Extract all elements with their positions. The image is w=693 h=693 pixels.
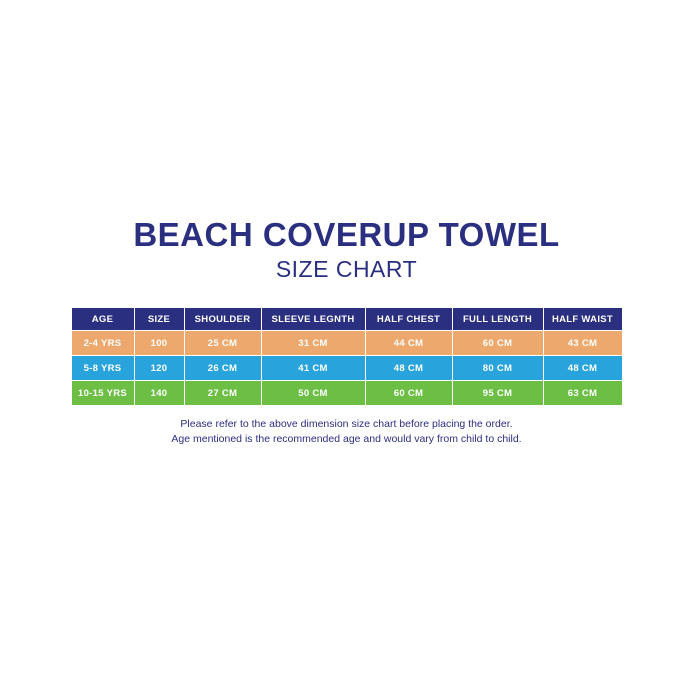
column-header-full-length: FULL LENGTH xyxy=(452,308,543,331)
footnote xyxy=(171,417,521,447)
table-header-row xyxy=(71,308,622,331)
table-header xyxy=(71,308,622,331)
page-subtitle: SIZE CHART xyxy=(275,256,418,282)
column-header-shoulder: SHOULDER xyxy=(184,308,261,331)
footnote-line-1: Please refer to the above dimension size chart before placing the order. xyxy=(180,418,513,430)
size-chart-table xyxy=(71,307,623,406)
column-header-age: AGE xyxy=(71,308,134,331)
cell-full-length: 80 CM xyxy=(452,356,543,381)
cell-size: 140 xyxy=(134,381,184,406)
column-header-half-waist: HALF WAIST xyxy=(543,308,622,331)
cell-half-waist: 43 CM xyxy=(543,331,622,356)
page-title: BEACH COVERUP TOWEL xyxy=(133,216,560,253)
table-row xyxy=(71,381,622,406)
cell-sleeve-length: 50 CM xyxy=(261,381,365,406)
cell-shoulder: 25 CM xyxy=(184,331,261,356)
cell-size: 100 xyxy=(134,331,184,356)
cell-half-waist: 63 CM xyxy=(543,381,622,406)
cell-half-chest: 48 CM xyxy=(365,356,452,381)
table-row xyxy=(71,331,622,356)
cell-full-length: 95 CM xyxy=(452,381,543,406)
cell-age: 10-15 YRS xyxy=(71,381,134,406)
cell-size: 120 xyxy=(134,356,184,381)
column-header-half-chest: HALF CHEST xyxy=(365,308,452,331)
column-header-size: SIZE xyxy=(134,308,184,331)
cell-age: 5-8 YRS xyxy=(71,356,134,381)
cell-shoulder: 26 CM xyxy=(184,356,261,381)
cell-half-chest: 44 CM xyxy=(365,331,452,356)
cell-half-waist: 48 CM xyxy=(543,356,622,381)
footnote-line-2: Age mentioned is the recommended age and would vary from child to child. xyxy=(171,433,522,446)
size-chart-table-wrap xyxy=(71,307,623,406)
heading-block xyxy=(133,218,559,281)
cell-half-chest: 60 CM xyxy=(365,381,452,406)
cell-sleeve-length: 31 CM xyxy=(261,331,365,356)
table-row xyxy=(71,356,622,381)
cell-sleeve-length: 41 CM xyxy=(261,356,365,381)
cell-age: 2-4 YRS xyxy=(71,331,134,356)
cell-full-length: 60 CM xyxy=(452,331,543,356)
table-body xyxy=(71,331,622,406)
cell-shoulder: 27 CM xyxy=(184,381,261,406)
column-header-sleeve-length: SLEEVE LEGNTH xyxy=(261,308,365,331)
